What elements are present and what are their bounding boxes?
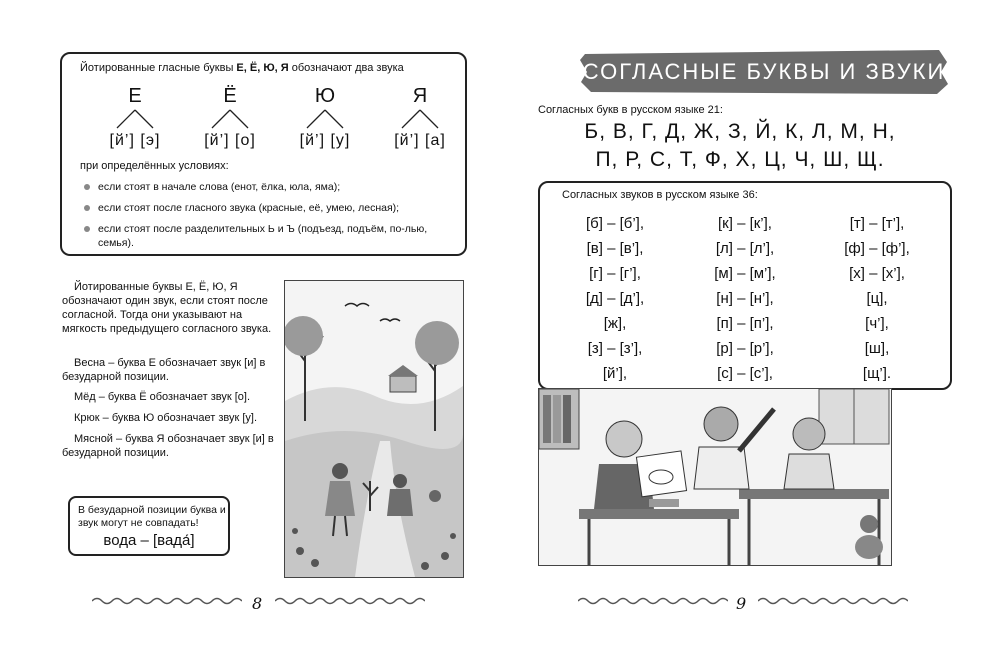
- branch-lines: [390, 108, 450, 130]
- iotated-box-title: [80, 62, 404, 74]
- sound-pair: [р] – [р’],: [716, 340, 774, 357]
- section-title: СОГЛАСНЫЕ БУКВЫ И ЗВУКИ: [582, 59, 946, 84]
- sounds-column-1: [550, 211, 680, 386]
- classroom-illustration: [538, 388, 892, 566]
- conditions-list: [84, 180, 464, 257]
- vowel-diagram-ya: [375, 84, 465, 170]
- section-banner: [579, 48, 949, 96]
- vowel-sounds: [й’] [а]: [394, 132, 446, 149]
- sound-pair: [й’],: [602, 365, 628, 382]
- sound-pair: [ч’],: [865, 315, 889, 332]
- unstressed-note-box: [68, 496, 230, 556]
- vowel-diagram-e: [90, 84, 180, 170]
- vowel-letter: Ю: [314, 85, 336, 107]
- condition-item: если стоят после разделительных Ь и Ъ (подъезд, подъём, по-лью, семья).: [84, 222, 464, 250]
- sound-pair: [т] – [т’],: [849, 215, 905, 232]
- vowel-letter: Я: [412, 85, 428, 107]
- sound-pair: [з] – [з’],: [587, 340, 643, 357]
- sound-pair: [ш],: [864, 340, 890, 357]
- spring-garden-illustration: [284, 280, 464, 578]
- sounds-box-title: Согласных звуков в русском языке 36:: [562, 189, 758, 201]
- title-prefix: Йотированные гласные буквы: [80, 62, 237, 74]
- sound-pair: [в] – [в’],: [586, 240, 644, 257]
- footer-wave-left: [578, 596, 728, 606]
- sound-pair: [м] – [м’],: [714, 265, 776, 282]
- example-myod: Мёд – буква Ё обозначает звук [о].: [74, 391, 250, 403]
- condition-item: если стоят после гласного звука (красные, её, умею, лесная);: [84, 201, 464, 215]
- sounds-column-3: [812, 211, 942, 386]
- consonant-letters-line-2: П, Р, С, Т, Ф, Х, Ц, Ч, Ш, Щ.: [595, 148, 885, 171]
- condition-item: если стоят в начале слова (енот, ёлка, юла, яма);: [84, 180, 464, 194]
- page-number: 9: [736, 594, 747, 613]
- vowel-sounds: [й’] [э]: [109, 132, 161, 149]
- branch-lines: [105, 108, 165, 130]
- branch-lines: [295, 108, 355, 130]
- example-vesna: Весна – буква Е обозначает звук [и] в безударной позиции.: [62, 357, 266, 383]
- vowel-sounds: [й’] [у]: [299, 132, 351, 149]
- branch-lines: [200, 108, 260, 130]
- sound-pair: [ц],: [866, 290, 888, 307]
- title-letters: Е, Ё, Ю, Я: [236, 62, 289, 74]
- example-kryuk: Крюк – буква Ю обозначает звук [у].: [74, 412, 258, 424]
- example-myasnoy: Мясной – буква Я обозначает звук [и] в безударной позиции.: [62, 433, 274, 459]
- note-text: В безударной позиции буква и звук могут не совпадать!: [78, 504, 226, 529]
- sound-pair: [к] – [к’],: [718, 215, 772, 232]
- page-number: 8: [252, 594, 263, 613]
- vowel-sounds: [й’] [о]: [204, 132, 256, 149]
- footer-wave-left: [92, 596, 242, 606]
- sound-pair: [ф] – [ф’],: [844, 240, 910, 257]
- iotation-explanation: Йотированные буквы Е, Ё, Ю, Я обозначают один звук, если стоят после согласной. Тогда они указывают на мягкость предыдущего согласного звука.: [62, 281, 272, 335]
- iotated-vowels-box: [60, 52, 467, 256]
- footer-wave-right: [275, 596, 425, 606]
- vowel-letter: Ё: [223, 85, 237, 107]
- consonant-letters-count: Согласных букв в русском языке 21:: [538, 104, 723, 116]
- consonant-sounds-box: [538, 181, 952, 390]
- note-example: вода – [вада́]: [103, 532, 195, 549]
- sounds-column-2: [680, 211, 810, 386]
- sound-pair: [б] – [б’],: [585, 215, 645, 232]
- sound-pair: [н] – [н’],: [716, 290, 774, 307]
- sound-pair: [с] – [с’],: [717, 365, 773, 382]
- vowel-diagram-yo: [185, 84, 275, 170]
- vowel-diagram-yu: [280, 84, 370, 170]
- right-page: [500, 0, 1000, 647]
- sound-pair: [щ’].: [862, 365, 892, 382]
- sound-pair: [х] – [х’],: [849, 265, 905, 282]
- footer-wave-right: [758, 596, 908, 606]
- sound-pair: [п] – [п’],: [716, 315, 774, 332]
- title-suffix: обозначают два звука: [288, 62, 404, 74]
- sound-pair: [л] – [л’],: [715, 240, 775, 257]
- sound-pair: [д] – [д’],: [585, 290, 645, 307]
- vowel-diagrams: [62, 84, 465, 170]
- sound-pair: [г] – [г’],: [589, 265, 641, 282]
- vowel-letter: Е: [128, 85, 142, 107]
- consonant-letters-line-1: Б, В, Г, Д, Ж, З, Й, К, Л, М, Н,: [584, 120, 896, 143]
- conditions-heading: при определённых условиях:: [80, 160, 229, 172]
- sound-pair: [ж],: [603, 315, 627, 332]
